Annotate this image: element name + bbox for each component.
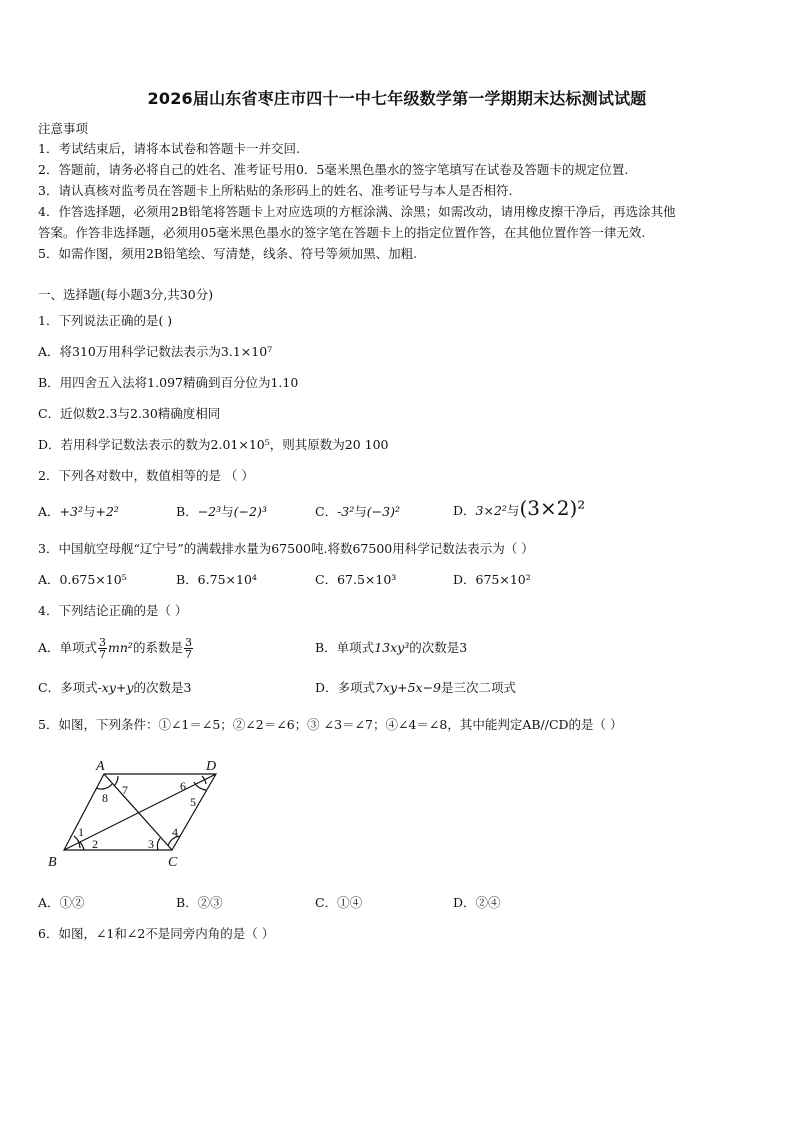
- q1-option-d: D．若用科学记数法表示的数为2.01×10⁵，则其原数为20 100: [38, 437, 389, 452]
- angle-label-3: 3: [148, 837, 154, 851]
- question-3-stem: 3．中国航空母舰“辽宁号”的满载排水量为67500吨.将数67500用科学记数法表示为（ ）: [38, 541, 534, 556]
- q5-option-d: D．②④: [453, 895, 501, 910]
- angle-arc-b2: [80, 842, 84, 850]
- q1-option-b: B．用四舍五入法将1.097精确到百分位为1.10: [38, 375, 299, 390]
- q4-option-a: A．单项式 $\frac{3}{7}$ mn²的系数是 $\frac{3}{7}$: [38, 636, 192, 661]
- angle-arc-a2: [114, 776, 118, 786]
- q1-option-a: A．将310万用科学记数法表示为3.1×10⁷: [38, 344, 273, 359]
- angle-label-5: 5: [190, 795, 196, 809]
- notice-heading: 注意事项: [38, 121, 89, 136]
- q4-option-d: D．多项式7xy+5x−9是三次二项式: [315, 680, 517, 695]
- q3-option-b: B．6.75×10⁴: [176, 572, 257, 587]
- q1-option-c: C．近似数2.3与2.30精确度相同: [38, 406, 221, 421]
- page-title: 2026届山东省枣庄市四十一中七年级数学第一学期期末达标测试试题: [147, 89, 647, 108]
- notice-item: 2．答题前，请务必将自己的姓名、准考证号用0．5毫米黑色墨水的签字笔填写在试卷及答题卡的规定位置.: [38, 162, 629, 177]
- q5-option-a: A．①②: [38, 895, 85, 910]
- notice-item: 5．如需作图，须用2B铅笔绘、写清楚，线条、符号等须加黑、加粗.: [38, 246, 418, 261]
- notice-item: 3．请认真核对监考员在答题卡上所粘贴的条形码上的姓名、准考证号与本人是否相符.: [38, 183, 513, 198]
- notice-item: 4．作答选择题，必须用2B铅笔将答题卡上对应选项的方框涂满、涂黑；如需改动，请用橡皮擦干净后，再选涂其他: [38, 204, 676, 219]
- q3-option-c: C．67.5×10³: [315, 572, 397, 587]
- question-2-stem: 2．下列各对数中，数值相等的是 （ ）: [38, 468, 254, 483]
- notice-item: 1．考试结束后，请将本试卷和答题卡一并交回.: [38, 141, 300, 156]
- question-4-stem: 4．下列结论正确的是（ ）: [38, 603, 188, 618]
- notice-item: 答案。作答非选择题，必须用05毫米黑色墨水的签字笔在答题卡上的指定位置作答，在其他位置作答一律无效.: [38, 225, 646, 240]
- q4-option-c: C．多项式-xy+y的次数是3: [38, 680, 192, 695]
- angle-label-2: 2: [92, 837, 98, 851]
- vertex-label-c: C: [168, 855, 178, 870]
- parallelogram-figure: [44, 756, 234, 874]
- angle-label-4: 4: [172, 825, 178, 839]
- question-6-stem: 6．如图，∠1和∠2不是同旁内角的是（ ）: [38, 926, 275, 941]
- question-1-stem: 1．下列说法正确的是( ): [38, 313, 173, 328]
- q3-option-a: A．0.675×10⁵: [38, 572, 127, 587]
- section-heading: 一、选择题(每小题3分,共30分): [38, 287, 214, 302]
- angle-arc-d2: [194, 782, 206, 790]
- angle-label-8: 8: [102, 791, 108, 805]
- q5-option-c: C．①④: [315, 895, 363, 910]
- angle-label-7: 7: [122, 783, 128, 797]
- q5-option-b: B．②③: [176, 895, 223, 910]
- vertex-label-b: B: [48, 855, 57, 870]
- vertex-label-a: A: [96, 759, 105, 774]
- angle-label-1: 1: [78, 825, 84, 839]
- angle-arc-c: [157, 838, 160, 850]
- q2-option-b: B．−2³与(−2)³: [176, 504, 267, 519]
- vertex-label-d: D: [206, 759, 217, 774]
- q2-option-a: A．+3²与+2²: [38, 504, 119, 519]
- question-5-stem: 5．如图，下列条件：①∠1＝∠5；②∠2＝∠6；③ ∠3＝∠7；④∠4＝∠8，其中能判定AB//CD的是（ ）: [38, 717, 623, 732]
- q2-option-c: C．-3²与(−3)²: [315, 504, 400, 519]
- q4-option-b: B．单项式13xy³的次数是3: [315, 640, 468, 655]
- q3-option-d: D．675×10²: [453, 572, 531, 587]
- angle-label-6: 6: [180, 779, 186, 793]
- diagonal-bd: [64, 774, 216, 850]
- q2-option-d: D．3×2²与(3×2)²: [453, 496, 586, 520]
